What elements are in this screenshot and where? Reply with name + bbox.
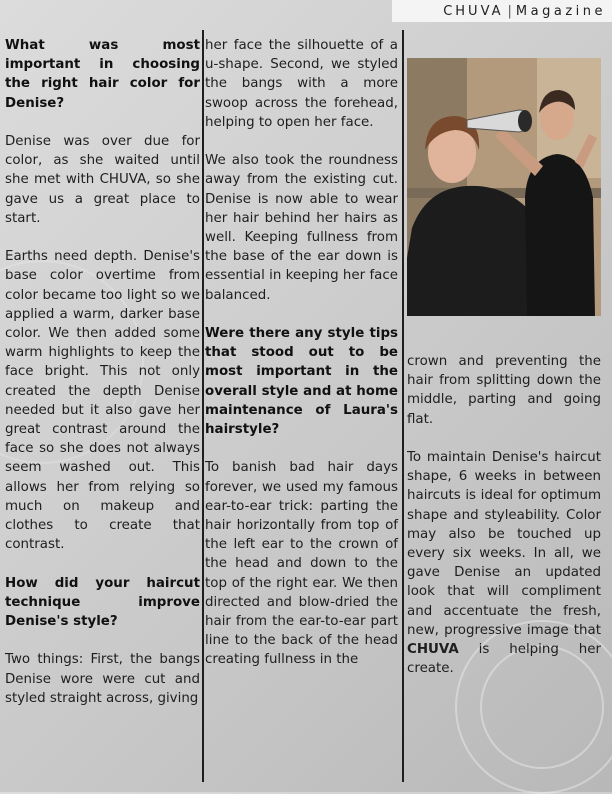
column-1	[5, 36, 200, 727]
answer-text: is helping her create.	[407, 642, 601, 677]
answer-paragraph: Denise was over due for color, as she waited until she met with CHUVA, so she gave us a great place to start.	[5, 134, 200, 226]
answer-paragraph: Earths need depth. Denise's base color overtime from color became too light so we applied a warm, darker base color. We then added some warm highlights to keep the face bright. This not only created the depth Denise needed but it also gave her great contrast around the face so she does not always seem washed out. This allows her from relying so much on makeup and clothes to create that contrast.	[5, 249, 200, 553]
question-heading: Were there any style tips that stood out to be most important in the overall style and at home maintenance of Laura's hairstyle?	[205, 326, 398, 438]
brand-name: CHUVA	[443, 3, 504, 19]
question-heading: What was most important in choosing the right hair color for Denise?	[5, 38, 200, 111]
header-separator: |	[507, 3, 512, 19]
answer-paragraph: her face the silhouette of a u-shape. Second, we styled the bangs with a more swoop across the forehead, helping to open her face.	[205, 38, 398, 130]
brand-mention: CHUVA	[407, 642, 459, 658]
section-name: Magazine	[515, 3, 606, 19]
answer-paragraph: Two things: First, the bangs Denise wore were cut and styled straight across, giving	[5, 652, 200, 706]
column-divider	[202, 30, 204, 782]
answer-paragraph: To banish bad hair days forever, we used my famous ear-to-ear trick: parting the hair horizontally from top of the left ear to the crown of the head and down to the top of the right ear. We then directed and blow-dried the hair from the ear-to-ear part line to the back of the head creating fullness in the	[205, 460, 398, 668]
column-2	[205, 36, 398, 689]
answer-text: To maintain Denise's haircut shape, 6 weeks in between haircuts is ideal for optimum shape and styleability. Color may also be touched up every six weeks. In all, we gave Denise an updated look that will compliment and accentuate the fresh, new, progressive image that	[407, 450, 601, 638]
question-heading: How did your haircut technique improve Denise's style?	[5, 575, 200, 630]
column-3	[407, 352, 601, 698]
column-divider	[402, 30, 404, 782]
magazine-header	[392, 0, 612, 22]
answer-paragraph	[407, 448, 601, 678]
answer-paragraph: We also took the roundness away from the existing cut. Denise is now able to wear her hair behind her hairs as well. Keeping fullness from the base of the ear down is essential in keeping her face balanced.	[205, 153, 398, 303]
salon-photo	[407, 58, 601, 316]
answer-paragraph: crown and preventing the hair from splitting down the middle, parting and going flat.	[407, 354, 601, 427]
